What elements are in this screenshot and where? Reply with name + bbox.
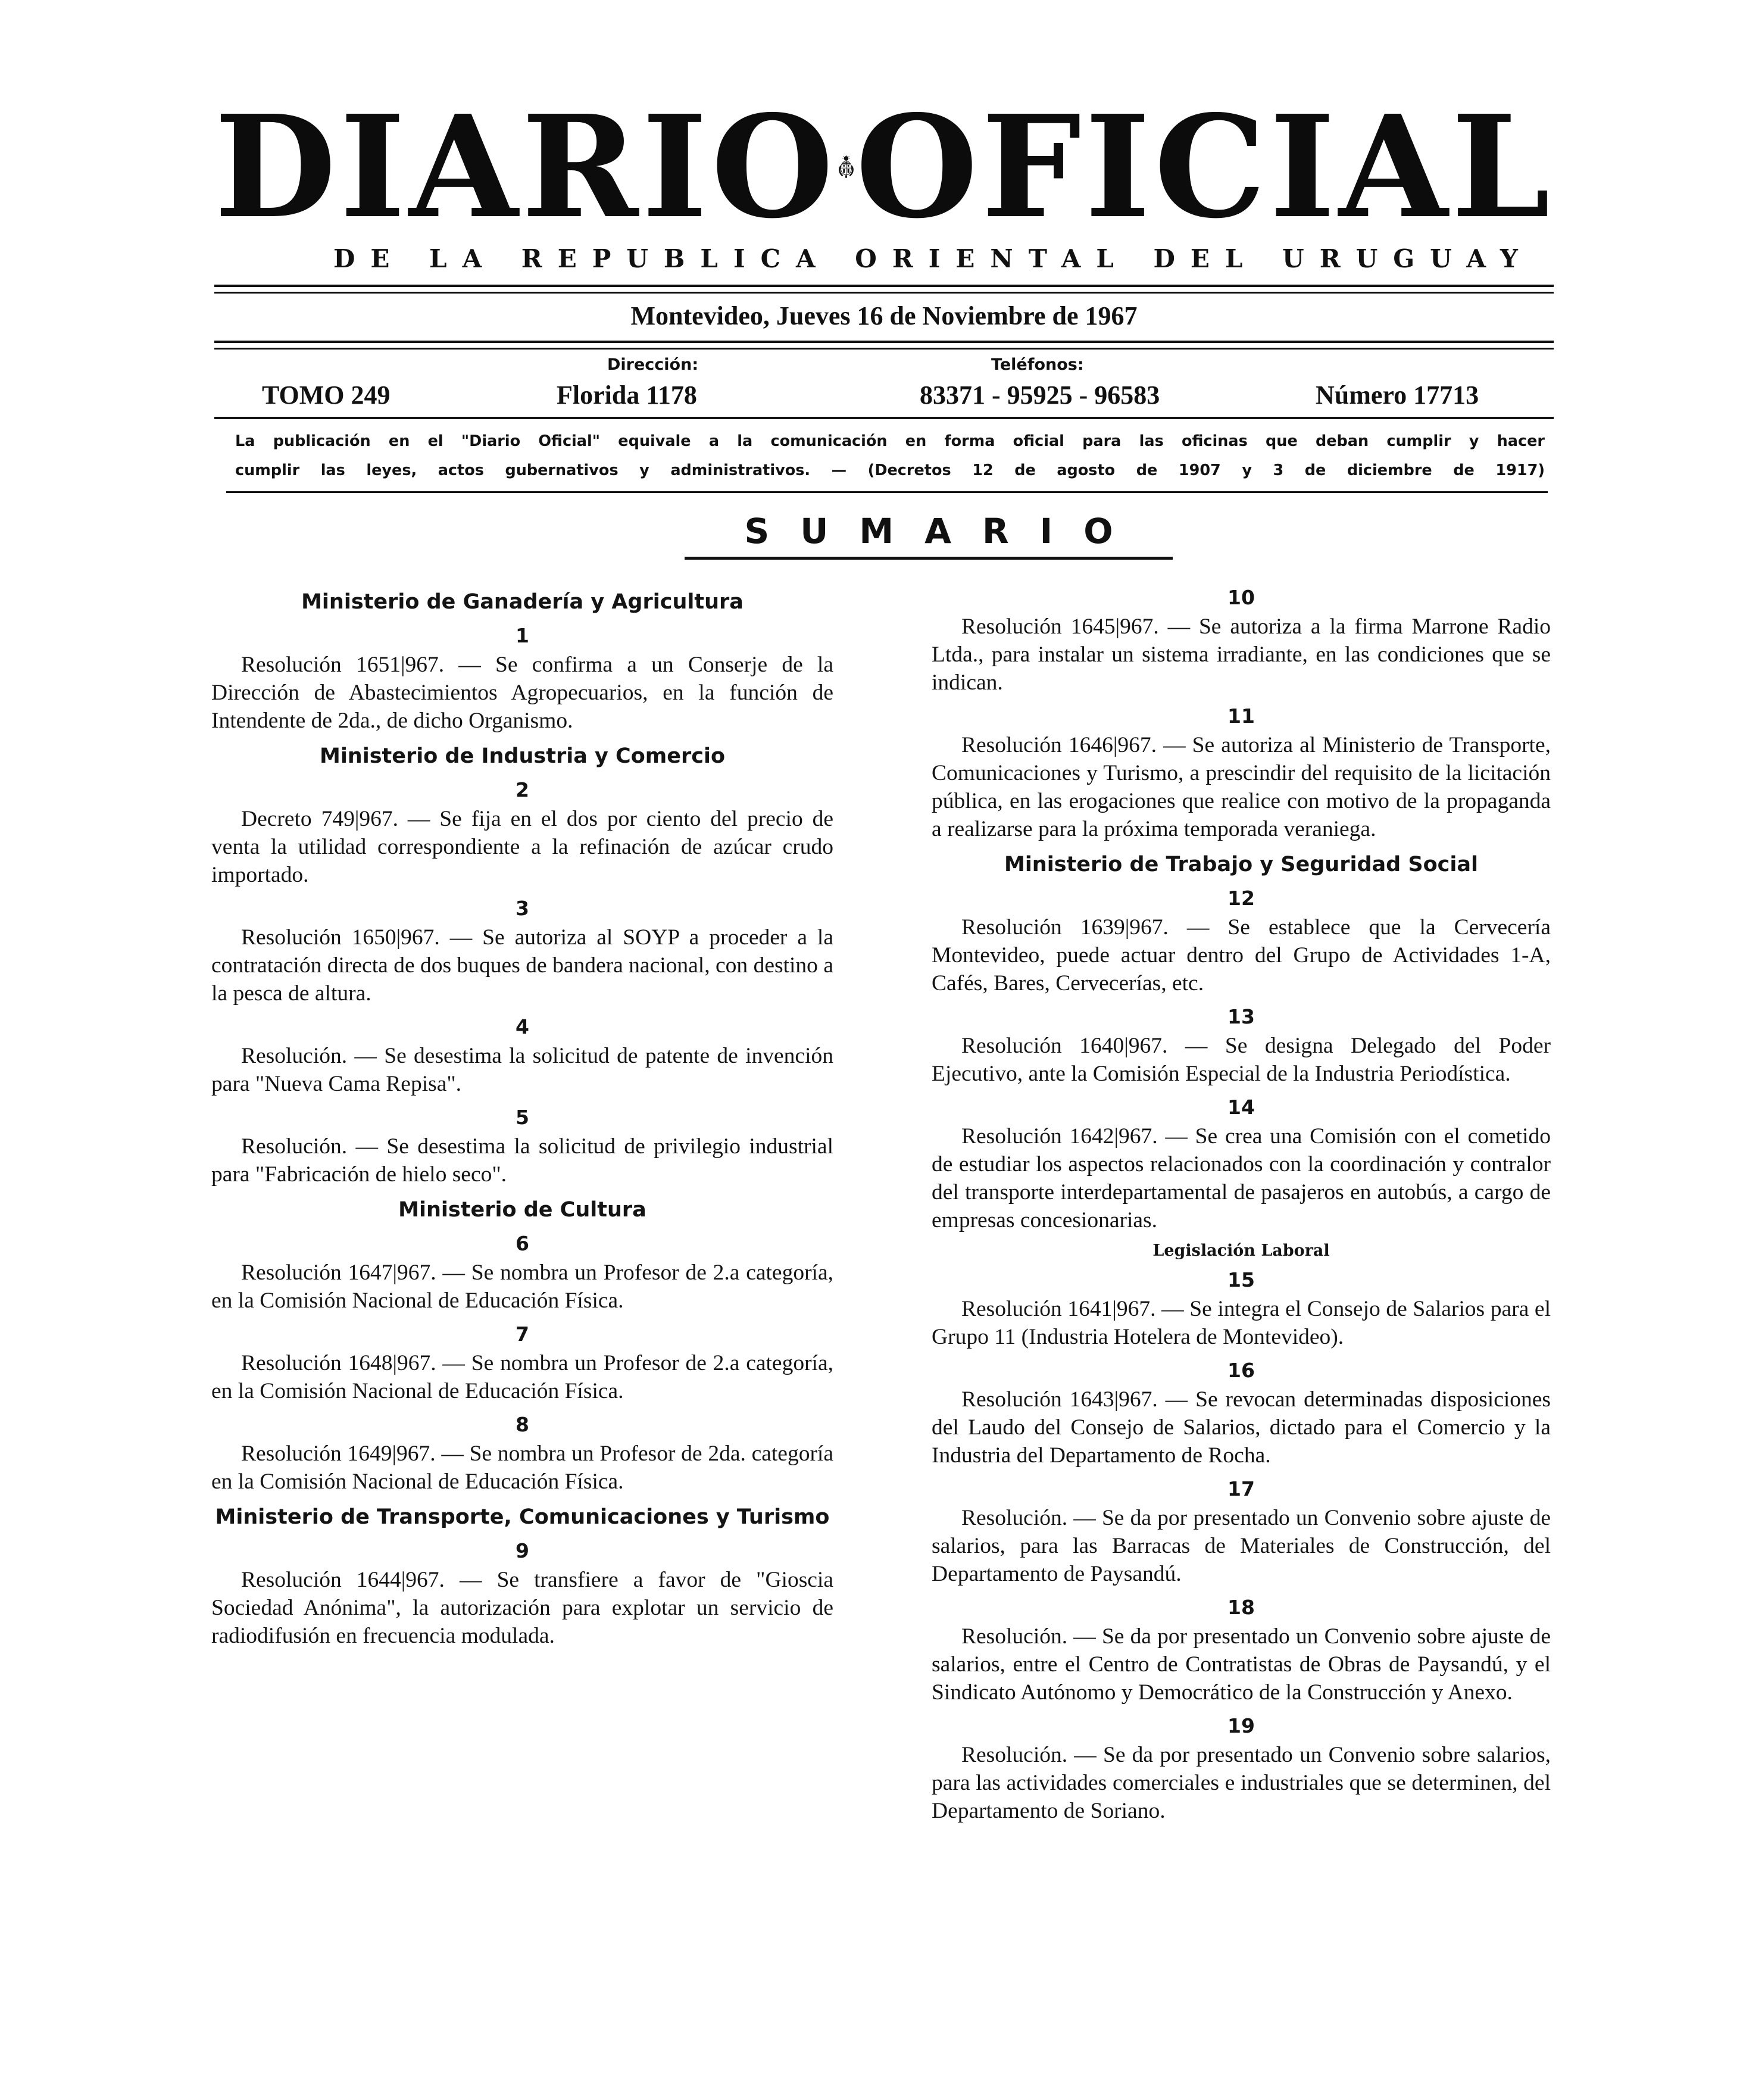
notice-line: cumplir las leyes, actos gubernativos y administrativos. — (Decretos 12 de agosto de 1907 y 3 de diciembre de 1917) [235,461,1545,479]
section-subheading: Legislación Laboral [1152,1241,1330,1260]
ministry-heading: Ministerio de Transporte, Comunicaciones y Turismo [215,1505,830,1529]
dateline: Montevideo, Jueves 16 de Noviembre de 1967 [630,301,1138,330]
item-number: 18 [1227,1596,1255,1619]
summary-entry: Resolución 1642|967. — Se crea una Comisión con el cometido de estudiar los aspectos relacionados con la coordinación y contralor del transporte interdepartamental de pasajeros en autobús, a cargo de empresas concesionarias. [932,1124,1551,1232]
ministry-heading: Ministerio de Cultura [398,1198,646,1222]
item-number: 3 [516,897,529,920]
ministry-heading: Ministerio de Trabajo y Seguridad Social [1004,853,1478,876]
ministry-heading: Ministerio de Ganadería y Agricultura [301,590,744,614]
right-column [932,581,1551,1830]
summary-entry: Resolución 1650|967. — Se autoriza al SOYP a proceder a la contratación directa de dos buques de bandera nacional, con destino a la pesca de altura. [211,925,833,1006]
item-number: 14 [1227,1096,1255,1119]
direccion-label: Dirección: [607,355,699,374]
masthead [214,77,1554,256]
item-number: 12 [1227,887,1255,910]
item-number: 16 [1227,1359,1255,1382]
item-number: 10 [1227,586,1255,609]
header-rule [214,285,1554,287]
sumario-title: SUMARIO [744,511,1144,551]
item-number: 5 [516,1106,529,1129]
summary-entry: Resolución 1640|967. — Se designa Delegado del Poder Ejecutivo, ante la Comisión Especial de la Industria Periodística. [932,1034,1551,1086]
summary-entry: Resolución 1639|967. — Se establece que la Cervecería Montevideo, puede actuar dentro del Grupo de Actividades 1-A, Cafés, Bares, Cervecerías, etc. [932,915,1551,996]
header-rule [214,348,1554,350]
item-number: 15 [1227,1268,1255,1291]
telefonos-label: Teléfonos: [991,355,1084,374]
summary-entry: Resolución 1641|967. — Se integra el Consejo de Salarios para el Grupo 11 (Industria Hotelera de Montevideo). [932,1297,1551,1349]
item-number: 6 [516,1232,529,1255]
direccion: Florida 1178 [557,380,697,410]
item-number: 11 [1227,704,1255,728]
legal-notice [235,427,1545,485]
summary-entry: Decreto 749|967. — Se fija en el dos por ciento del precio de venta la utilidad correspondiente a la refinación de azúcar crudo importado. [211,807,833,887]
item-number: 19 [1227,1714,1255,1737]
item-number: 8 [516,1413,529,1436]
header-rule [214,417,1554,419]
header-rule [226,491,1548,493]
item-number: 13 [1227,1005,1255,1028]
telefonos: 83371 - 95925 - 96583 [920,380,1160,410]
notice-line: La publicación en el "Diario Oficial" equivale a la comunicación en forma oficial para las oficinas que deban cumplir y hacer [235,432,1545,450]
left-column [211,581,833,1655]
summary-entry: Resolución 1643|967. — Se revocan determinadas disposiciones del Laudo del Consejo de Salarios, dictado para el Comercio y la Industria del Departamento de Rocha. [932,1387,1551,1468]
item-number: 17 [1227,1477,1255,1500]
summary-entry: Resolución 1651|967. — Se confirma a un Conserje de la Dirección de Abastecimientos Agropecuarios, en la función de Intendente de 2da., de dicho Organismo. [211,653,833,733]
sumario-underline [685,557,1173,560]
tomo: TOMO 249 [262,380,391,410]
item-number: 7 [516,1322,529,1346]
ministry-heading: Ministerio de Industria y Comercio [319,744,726,768]
summary-entry: Resolución. — Se da por presentado un Convenio sobre salarios, para las actividades comerciales e industriales que se determinen, del Departamento de Soriano. [932,1743,1551,1823]
summary-entry: Resolución. — Se da por presentado un Convenio sobre ajuste de salarios, entre el Centro de Contratistas de Obras de Paysandú, y el Sindicato Autónomo y Democrático de la Construcción y Anexo. [932,1624,1551,1705]
summary-entry: Resolución 1644|967. — Se transfiere a favor de "Gioscia Sociedad Anónima", la autorización para explotar un servicio de radiodifusión en frecuencia modulada. [211,1568,833,1648]
summary-entry: Resolución. — Se desestima la solicitud de patente de invención para "Nueva Cama Repisa". [211,1044,833,1096]
summary-entry: Resolución 1645|967. — Se autoriza a la firma Marrone Radio Ltda., para instalar un sistema irradiante, en las condiciones que se indican. [932,614,1551,695]
header-rule [214,341,1554,343]
numero: Número 17713 [1316,380,1479,410]
summary-entry: Resolución. — Se da por presentado un Convenio sobre ajuste de salarios, para las Barracas de Materiales de Construcción, del Departamento de Paysandú. [932,1506,1551,1586]
summary-entry: Resolución 1649|967. — Se nombra un Profesor de 2da. categoría en la Comisión Nacional de Educación Física. [211,1441,833,1494]
summary-entry: Resolución. — Se desestima la solicitud de privilegio industrial para "Fabricación de hielo seco". [211,1134,833,1187]
subtitle-republica: DE LA REPUBLICA ORIENTAL DEL URUGUAY [333,244,1533,273]
title-diario: DIARIO [214,84,838,249]
item-number: 4 [516,1015,529,1038]
coat-of-arms-icon [837,86,855,247]
item-number: 1 [516,624,529,647]
header-rule [214,292,1554,294]
item-number: 9 [516,1539,529,1562]
summary-entry: Resolución 1646|967. — Se autoriza al Ministerio de Transporte, Comunicaciones y Turismo, a prescindir del requisito de la licitación pública, en las erogaciones que realice con motivo de la propaganda a realizarse para la próxima temporada veraniega. [932,733,1551,841]
summary-entry: Resolución 1647|967. — Se nombra un Profesor de 2.a categoría, en la Comisión Nacional de Educación Física. [211,1260,833,1313]
item-number: 2 [516,778,529,801]
summary-entry: Resolución 1648|967. — Se nombra un Profesor de 2.a categoría, en la Comisión Nacional de Educación Física. [211,1351,833,1403]
title-oficial: OFICIAL [855,84,1554,249]
